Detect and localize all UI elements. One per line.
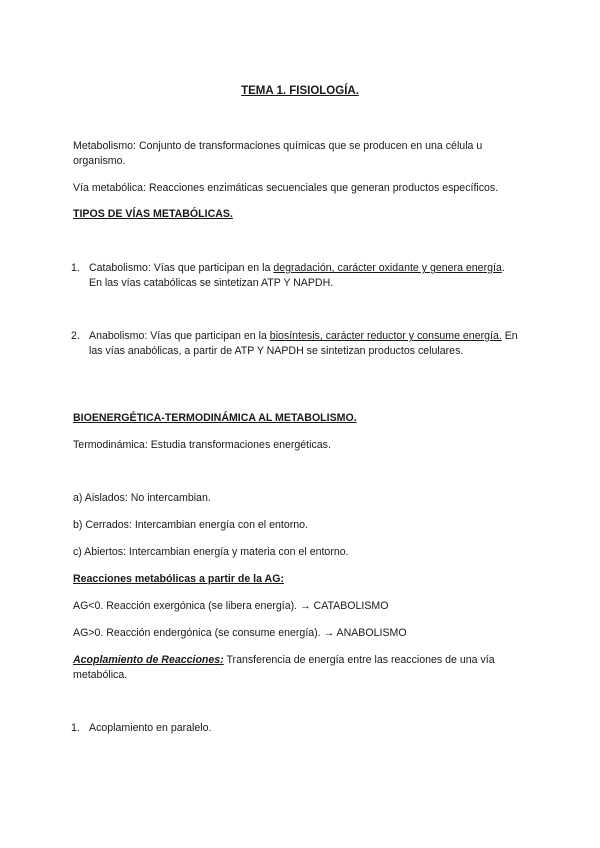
item-text-pre: Catabolismo: Vías que participan en la [89, 262, 274, 274]
list-item-catabolismo [71, 261, 519, 291]
item-text-underlined: degradación, carácter oxidante y genera energía [273, 262, 502, 274]
reaccion-endergonica: AG>0. Reacción endergónica (se consume energía). → ANABOLISMO [73, 627, 407, 639]
reaccion-exergonica: AG<0. Reacción exergónica (se libera energía). → CATABOLISMO [73, 600, 389, 612]
heading-tipos-vias: TIPOS DE VÍAS METABÓLICAS. [73, 208, 233, 220]
acoplamiento-definition [73, 653, 533, 683]
item-text-underlined: biosíntesis, carácter reductor y consume energía. [269, 330, 502, 342]
sistema-abiertos: c) Abiertos: Intercambian energía y materia con el entorno. [73, 546, 349, 558]
heading-bioenergetica: BIOENERGÉTICA-TERMODINÁMICA AL METABOLISMO. [73, 412, 357, 424]
item-text-post: En las vías anabólicas, a partir de ATP Y NAPDH se sintetizan productos celulares. [89, 330, 518, 357]
sistema-aislados: a) Aislados: No intercambian. [73, 492, 211, 504]
list-item-anabolismo [71, 329, 519, 359]
item-text-pre: Anabolismo: Vías que participan en la [89, 330, 270, 342]
definition-termodinamica: Termodinámica: Estudia transformaciones energéticas. [73, 439, 331, 451]
definition-metabolismo: Metabolismo: Conjunto de transformaciones químicas que se producen en una célula u organismo. [73, 140, 483, 167]
definition-via-metabolica: Vía metabólica: Reacciones enzimáticas secuenciales que generan productos específicos. [73, 182, 499, 194]
sistema-cerrados: b) Cerrados: Intercambian energía con el entorno. [73, 519, 308, 531]
acoplamiento-label: Acoplamiento de Reacciones: [73, 654, 224, 666]
list-item-acoplamiento-paralelo [71, 721, 519, 736]
list-number: 1. [71, 722, 80, 734]
page-title: TEMA 1. FISIOLOGÍA. [241, 85, 359, 97]
item-text: Acoplamiento en paralelo. [89, 722, 212, 734]
list-number: 1. [71, 262, 80, 274]
list-number: 2. [71, 330, 80, 342]
acoplamiento-text: Transferencia de energía entre las reacciones de una vía metabólica. [73, 654, 495, 681]
heading-reacciones: Reacciones metabólicas a partir de la AG: [73, 573, 284, 585]
item-text-post: . En las vías catabólicas se sintetizan ATP Y NAPDH. [89, 262, 505, 289]
